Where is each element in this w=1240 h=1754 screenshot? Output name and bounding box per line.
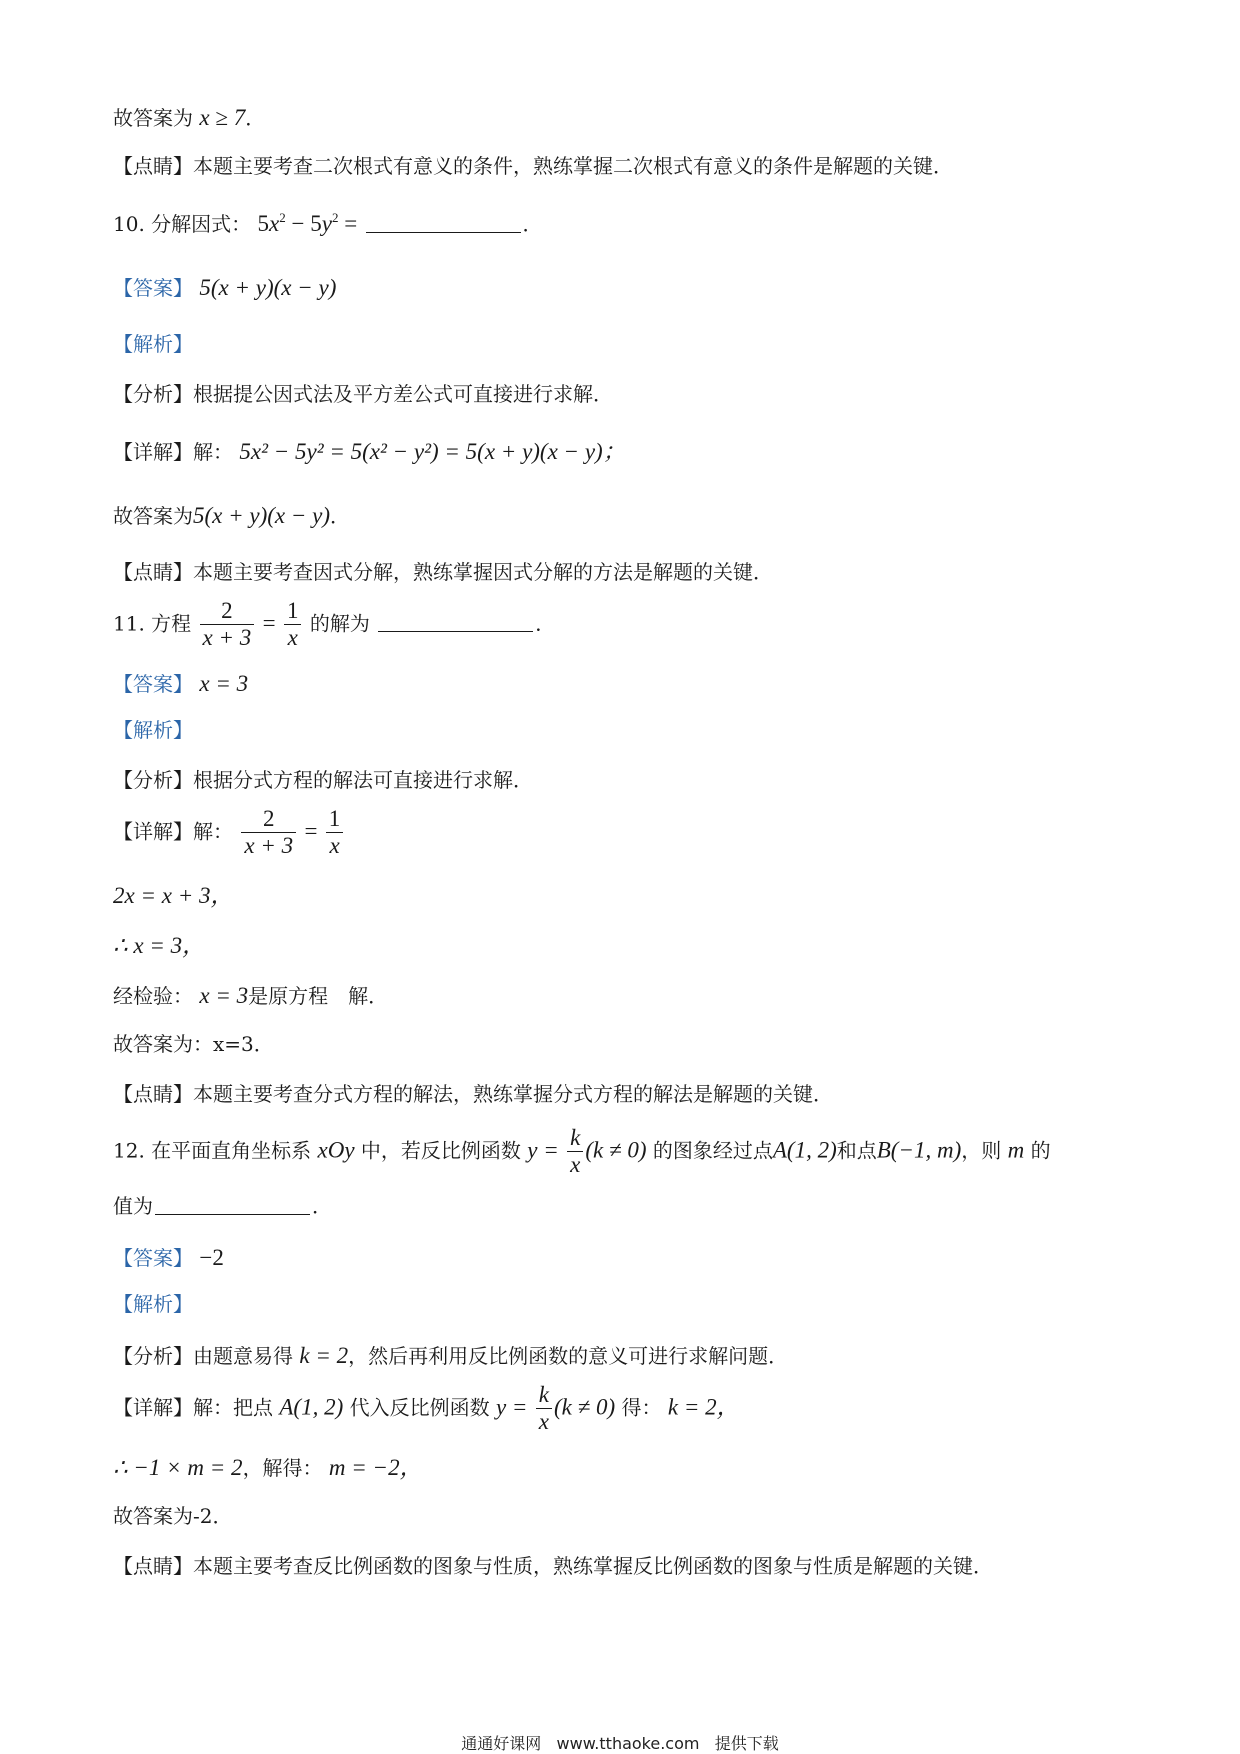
q11-conclusion: 故答案为：x=3．: [113, 1032, 274, 1056]
q11-fraction-left: $\frac{2}{x + 3}$: [200, 598, 255, 652]
q11-analysis: 【分析】根据分式方程的解法可直接进行求解．: [113, 768, 533, 792]
q11-detail: 【详解】解： $\frac{2}{x + 3}$ = $\frac{1}{x}$: [113, 806, 345, 860]
q10-answer-blank: [366, 214, 521, 233]
q10-detail: 【详解】解： 5x² − 5y² = 5(x² − y²) = 5(x + y)(x − y)；: [113, 439, 626, 464]
q10-conclusion: 故答案为5(x + y)(x − y)．: [113, 503, 351, 528]
q12-stem: 12. 在平面直角坐标系 xOy 中，若反比例函数 y = $\frac{k}{x}$ (k ≠ 0) 的图象经过点A(1, 2)和点B(−1, m)，则 m 的: [113, 1125, 1051, 1178]
footer-url[interactable]: www.tthaoke.com: [556, 1734, 700, 1753]
q11-jiexi-heading: 【解析】: [113, 718, 193, 742]
q10-stem: 10. 分解因式： $5x^2 - 5y^2$ = ．: [113, 210, 543, 236]
q12-detail: 【详解】解：把点 A(1, 2) 代入反比例函数 y = $\frac{k}{x}$ (k ≠ 0) 得： k = 2，: [113, 1382, 740, 1435]
q10-expr: $5x^2 - 5y^2$ =: [257, 210, 358, 236]
q9-conclusion-expr: x ≥ 7: [199, 105, 246, 130]
q12-analysis: 【分析】由题意易得 k = 2，然后再利用反比例函数的意义可进行求解问题．: [113, 1343, 789, 1368]
q12-step1: ∴ −1 × m = 2，解得： m = −2，: [113, 1455, 423, 1480]
q9-note: 【点睛】本题主要考查二次根式有意义的条件，熟练掌握二次根式有意义的条件是解题的关键．: [113, 154, 953, 178]
q10-analysis: 【分析】根据提公因式法及平方差公式可直接进行求解．: [113, 382, 613, 406]
q10-answer: 【答案】 5(x + y)(x − y): [113, 275, 337, 300]
q11-answer-blank: [378, 613, 533, 632]
footer-site-name: 通通好课网: [461, 1734, 542, 1753]
q10-jiexi-heading: 【解析】: [113, 332, 193, 356]
q11-fraction-right: $\frac{1}{x}$: [284, 598, 302, 652]
page-footer: [0, 1731, 1240, 1754]
q11-note: 【点睛】本题主要考查分式方程的解法，熟练掌握分式方程的解法是解题的关键．: [113, 1082, 833, 1106]
q11-step1: 2x = x + 3，: [113, 883, 234, 908]
q11-step2: ∴ x = 3，: [113, 933, 206, 958]
q12-detail-fraction: $\frac{k}{x}$: [536, 1382, 552, 1436]
q11-answer: 【答案】 x = 3: [113, 671, 249, 696]
q11-detail-fraction-right: $\frac{1}{x}$: [326, 806, 344, 860]
q12-conclusion: 故答案为-2．: [113, 1504, 233, 1528]
q12-fraction: $\frac{k}{x}$: [567, 1125, 583, 1179]
q11-detail-fraction-left: $\frac{2}{x + 3}$: [241, 806, 296, 860]
q12-jiexi-heading: 【解析】: [113, 1292, 193, 1316]
q11-stem: 11. 方程 $\frac{2}{x + 3}$ = $\frac{1}{x}$ 的解为 ．: [113, 598, 556, 651]
q11-check: 经检验： x = 3是原方程 解．: [113, 983, 389, 1008]
q10-note: 【点睛】本题主要考查因式分解，熟练掌握因式分解的方法是解题的关键．: [113, 560, 773, 584]
q12-stem-cont: 值为 ．: [113, 1194, 332, 1218]
q9-conclusion: 故答案为 x ≥ 7．: [113, 105, 266, 130]
q12-answer: 【答案】 −2: [113, 1245, 224, 1270]
q12-answer-blank: [155, 1196, 310, 1215]
footer-provider: 提供下载: [714, 1734, 779, 1753]
q12-note: 【点睛】本题主要考查反比例函数的图象与性质，熟练掌握反比例函数的图象与性质是解题的关键．: [113, 1554, 993, 1578]
